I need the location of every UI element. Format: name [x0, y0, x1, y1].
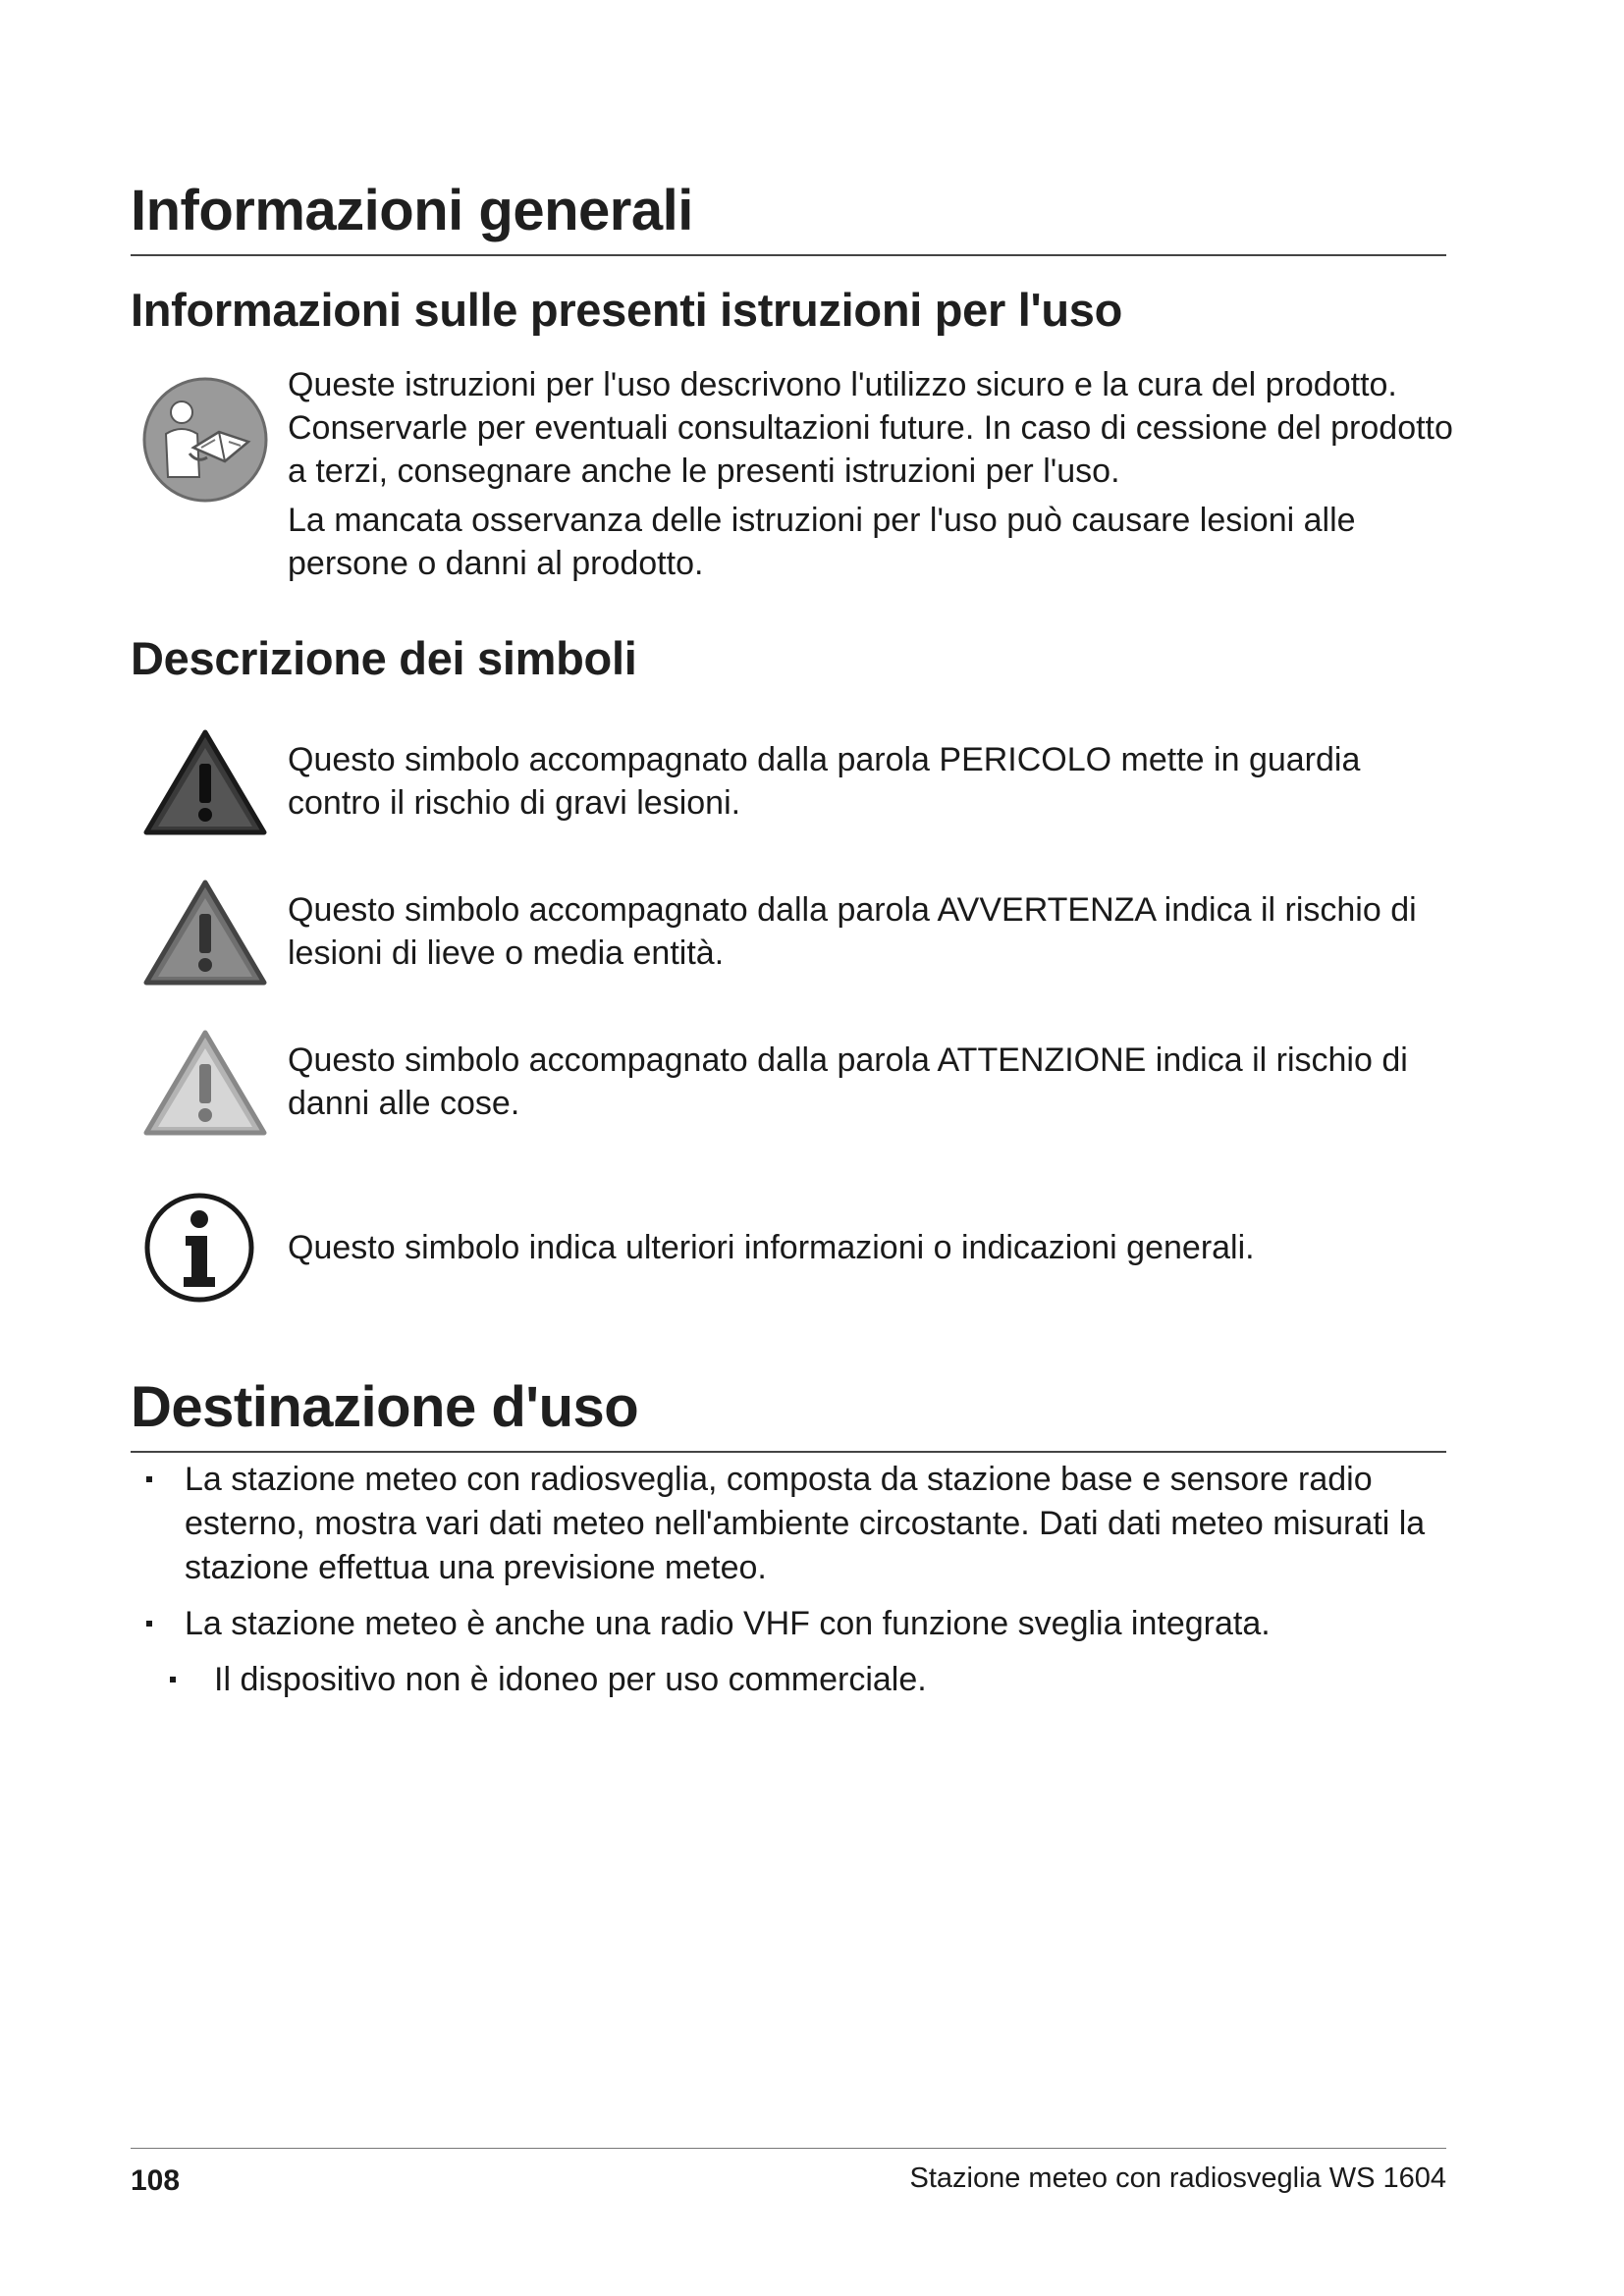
- intended-use-list: [131, 1458, 1451, 1714]
- bullet-marker: [146, 1476, 152, 1482]
- page-number: 108: [131, 2164, 181, 2197]
- footer-rule: [131, 2148, 1446, 2149]
- danger-warning-icon: [142, 728, 268, 843]
- manual-info-paragraph-1: Queste istruzioni per l'uso descrivono l'utilizzo sicuro e la cura del prodotto. Conservarle per eventuali consultazioni future. In caso di cessione del prodotto a terzi, consegnare anche le presenti istruzioni per l'uso.: [288, 366, 1453, 490]
- manual-info-paragraph-2: La mancata osservanza delle istruzioni per l'uso può causare lesioni alle persone o danni al prodotto.: [288, 502, 1356, 582]
- warning-icon: [142, 879, 268, 993]
- info-icon: [142, 1191, 256, 1309]
- symbol-warning-text: Questo simbolo accompagnato dalla parola AVVERTENZA indica il rischio di lesioni di lieve o media entità.: [288, 891, 1417, 972]
- heading-intended-use: Destinazione d'uso: [131, 1375, 639, 1439]
- list-item: [131, 1658, 1451, 1702]
- symbol-info-text: Questo simbolo indica ulteriori informazioni o indicazioni generali.: [288, 1229, 1255, 1266]
- heading-rule: [131, 254, 1446, 256]
- heading-rule: [131, 1451, 1446, 1453]
- heading-general-info: Informazioni generali: [131, 179, 693, 242]
- heading-manual-info: Informazioni sulle presenti istruzioni per l'uso: [131, 284, 1123, 336]
- read-manual-icon: [142, 377, 268, 507]
- list-item-text: La stazione meteo è anche una radio VHF con funzione sveglia integrata.: [185, 1605, 1271, 1642]
- list-item-text: Il dispositivo non è idoneo per uso commerciale.: [214, 1661, 927, 1698]
- footer-product-name: Stazione meteo con radiosveglia WS 1604: [909, 2163, 1446, 2194]
- heading-symbols: Descrizione dei simboli: [131, 632, 637, 684]
- caution-icon: [142, 1029, 268, 1144]
- list-item: [131, 1602, 1451, 1646]
- list-item-text: La stazione meteo con radiosveglia, composta da stazione base e sensore radio esterno, mostra vari dati meteo nell'ambiente circostante. Dati dati meteo misurati la stazione effettua una previsione meteo.: [185, 1461, 1426, 1586]
- symbol-danger-text: Questo simbolo accompagnato dalla parola PERICOLO mette in guardia contro il rischio di gravi lesioni.: [288, 741, 1361, 822]
- bullet-marker: [170, 1677, 176, 1682]
- list-item: [131, 1458, 1451, 1590]
- symbol-caution-text: Questo simbolo accompagnato dalla parola ATTENZIONE indica il rischio di danni alle cose.: [288, 1041, 1408, 1122]
- bullet-marker: [146, 1621, 152, 1627]
